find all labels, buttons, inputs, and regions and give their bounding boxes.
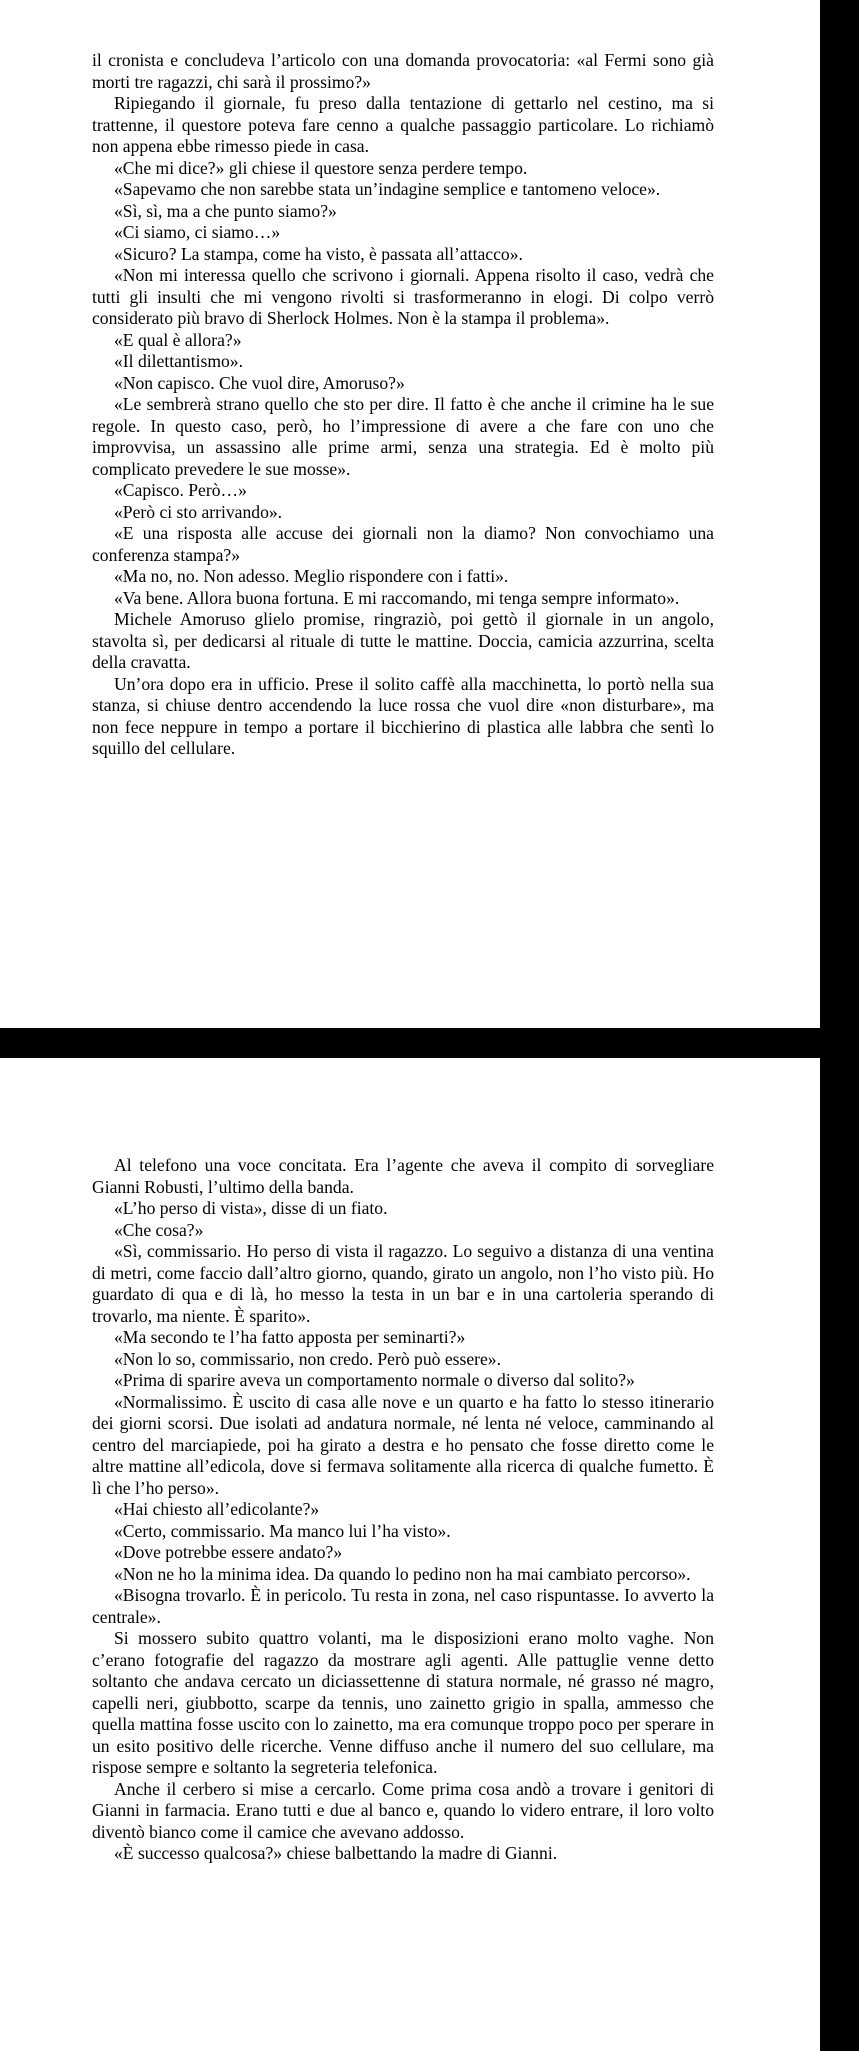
paragraph: «Il dilettantismo». [114, 351, 244, 371]
paragraph: «E una risposta alle accuse dei giornali non la diamo? Non convochiamo una conferenza stampa?» [92, 523, 714, 565]
page-bottom [0, 1058, 820, 2051]
paragraph: Si mossero subito quattro volanti, ma le disposizioni erano molto vaghe. Non c’erano fotografie del ragazzo da mostrare agli agenti. Alle pattuglie venne detto soltanto che andava cercato un diciassettenne di statura normale, né grasso né magro, capelli neri, giubbotto, scarpe da tennis, uno zainetto grigio in spalla, ammesso che quella mattina fosse uscito con lo zainetto, ma era comunque troppo poco per sperare in un esito positivo delle ricerche. Venne diffuso anche il numero del suo cellulare, ma rispose sempre e soltanto la segreteria telefonica. [92, 1628, 714, 1777]
paragraph: «Capisco. Però…» [114, 480, 247, 500]
paragraph: Anche il cerbero si mise a cercarlo. Come prima cosa andò a trovare i genitori di Gianni in farmacia. Erano tutti e due al banco e, quando lo videro entrare, il loro volto diventò bianco come il camice che avevano addosso. [92, 1778, 714, 1842]
paragraph: «Sicuro? La stampa, come ha visto, è passata all’attacco». [114, 243, 523, 264]
paragraph: «Ma no, no. Non adesso. Meglio rispondere con i fatti». [114, 566, 509, 586]
paragraph: «Prima di sparire aveva un comportamento normale o diverso dal solito?» [114, 1370, 635, 1390]
paragraph: Ripiegando il giornale, fu preso dalla tentazione di gettarlo nel cestino, ma si trattenne, il questore poteva fare cenno a qualche passaggio particolare. Lo richiamò non appena ebbe rimesso piede in casa. [92, 93, 714, 156]
paragraph: «Va bene. Allora buona fortuna. E mi raccomando, mi tenga sempre informato». [114, 587, 680, 608]
paragraph: «Sì, commissario. Ho perso di vista il ragazzo. Lo seguivo a distanza di una ventina di metri, come faccio dall’altro giorno, quando, girato un angolo, non l’ho visto più. Ho guardato di qua e di là, ho messo la testa in un bar e in una cartoleria sperando di trovarlo, ma niente. È sparito». [92, 1241, 714, 1326]
page-top [0, 0, 820, 1028]
paragraph: «Certo, commissario. Ma manco lui l’ha visto». [114, 1520, 451, 1541]
paragraph: «Che mi dice?» gli chiese il questore senza perdere tempo. [114, 157, 528, 178]
paragraph: «Dove potrebbe essere andato?» [114, 1542, 343, 1562]
paragraph: «Non ne ho la minima idea. Da quando lo pedino non ha mai cambiato percorso». [114, 1563, 691, 1584]
paragraph: «Normalissimo. È uscito di casa alle nove e un quarto e ha fatto lo stesso itinerario dei giorni scorsi. Due isolati ad andatura normale, né lenta né veloce, camminando al centro del marciapiede, poi ha girato a destra e ho pensato che fosse diretto come le altre mattine all’edicola, dove si fermava solitamente alla ricerca di qualche fumetto. È lì che l’ho perso». [92, 1391, 714, 1498]
paragraph: «Ci siamo, ci siamo…» [114, 222, 281, 242]
paragraph: «Le sembrerà strano quello che sto per dire. Il fatto è che anche il crimine ha le sue regole. In questo caso, però, ho l’impressione di avere a che fare con uno che improvvisa, un assassino alle prime armi, senza una strategia. Ed è molto più complicato prevedere le sue mosse». [92, 394, 714, 479]
paragraph: Un’ora dopo era in ufficio. Prese il solito caffè alla macchinetta, lo portò nella sua stanza, si chiuse dentro accendendo la luce rossa che vuol dire «non disturbare», ma non fece neppure in tempo a portare il bicchierino di plastica alle labbra che sentì lo squillo del cellulare. [92, 673, 714, 758]
paragraph: «Però ci sto arrivando». [114, 501, 283, 522]
paragraph: «Non capisco. Che vuol dire, Amoruso?» [114, 372, 405, 393]
paragraph: Michele Amoruso glielo promise, ringraziò, poi gettò il giornale in un angolo, stavolta sì, per dedicarsi al rituale di tutte le mattine. Doccia, camicia azzurrina, scelta della cravatta. [92, 609, 714, 672]
paragraph: «È successo qualcosa?» chiese balbettando la madre di Gianni. [114, 1843, 558, 1863]
paragraph: il cronista e concludeva l’articolo con una domanda provocatoria: «al Fermi sono già morti tre ragazzi, chi sarà il prossimo?» [92, 50, 714, 92]
page-top-text [92, 50, 714, 760]
page-bottom-text [92, 1155, 714, 1865]
paragraph: «Che cosa?» [114, 1219, 204, 1240]
paragraph: «Non lo so, commissario, non credo. Però può essere». [114, 1348, 501, 1369]
paragraph: Al telefono una voce concitata. Era l’agente che aveva il compito di sorvegliare Gianni Robusti, l’ultimo della banda. [92, 1155, 714, 1197]
paragraph: «Non mi interessa quello che scrivono i giornali. Appena risolto il caso, vedrà che tutti gli insulti che mi vengono rivolti si trasformeranno in elogi. Di colpo verrò considerato più bravo di Sherlock Holmes. Non è la stampa il problema». [92, 265, 714, 328]
paragraph: «Sapevamo che non sarebbe stata un’indagine semplice e tantomeno veloce». [114, 179, 661, 199]
paragraph: «Hai chiesto all’edicolante?» [114, 1499, 320, 1519]
paragraph: «L’ho perso di vista», disse di un fiato. [114, 1198, 388, 1218]
paragraph: «Ma secondo te l’ha fatto apposta per seminarti?» [114, 1327, 466, 1347]
right-margin-bar [820, 0, 859, 2051]
paragraph: «E qual è allora?» [114, 329, 242, 350]
paragraph: «Bisogna trovarlo. È in pericolo. Tu resta in zona, nel caso rispuntasse. Io avverto la centrale». [92, 1585, 714, 1627]
paragraph: «Sì, sì, ma a che punto siamo?» [114, 200, 337, 221]
